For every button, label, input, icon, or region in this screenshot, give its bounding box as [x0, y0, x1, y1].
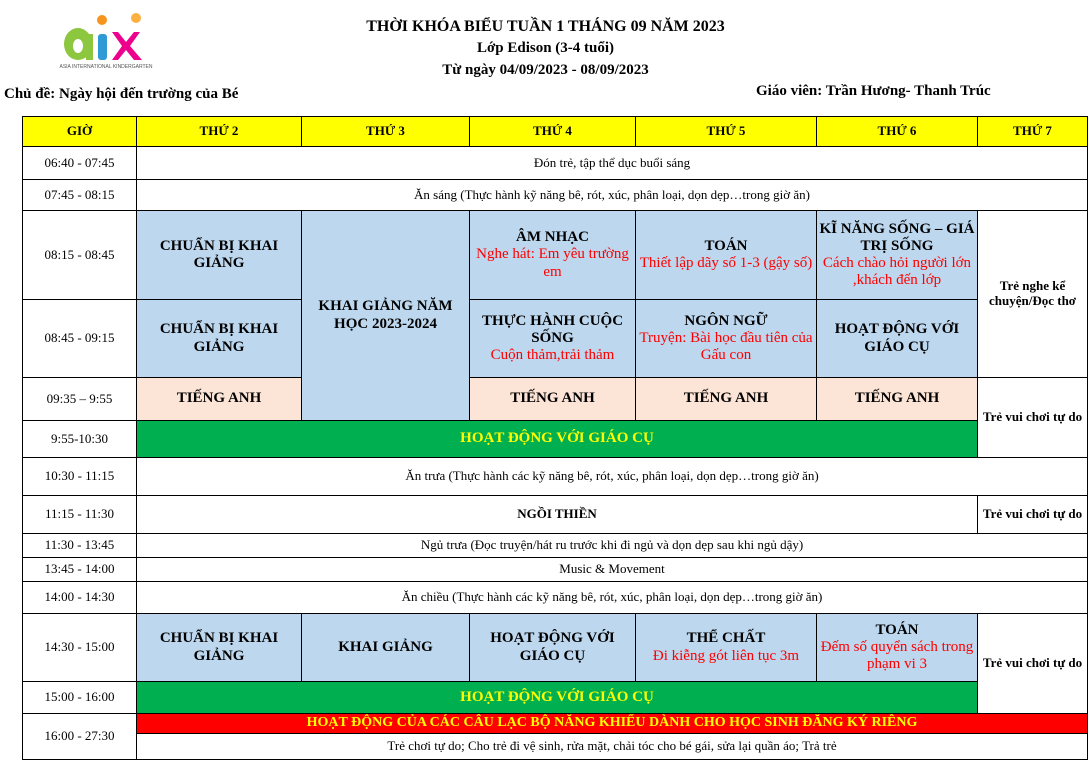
saturday-cell: Trẻ vui chơi tự do — [978, 496, 1088, 534]
subject-title: TOÁN — [704, 237, 748, 254]
logo-text: ASIA INTERNATIONAL KINDERGARTEN — [59, 64, 153, 70]
col-header-tue: THỨ 3 — [302, 117, 470, 147]
time-cell: 14:30 - 15:00 — [23, 614, 137, 682]
date-range: Từ ngày 04/09/2023 - 08/09/2023 — [442, 62, 649, 78]
activity-cell: HOẠT ĐỘNG VỚI GIÁO CỤ — [470, 614, 636, 682]
table-row — [23, 458, 1088, 496]
time-cell: 08:45 - 09:15 — [23, 300, 137, 378]
table-row — [23, 734, 1088, 760]
col-header-wed: THỨ 4 — [470, 117, 636, 147]
activity-cell: Ăn sáng (Thực hành kỹ năng bê, rót, xúc, phân loại, dọn dẹp…trong giờ ăn) — [137, 180, 1088, 211]
saturday-cell: Trẻ vui chơi tự do — [978, 378, 1088, 458]
subject-cell — [817, 211, 978, 300]
activity-cell: Ăn trưa (Thực hành các kỹ năng bê, rót, xúc, phân loại, dọn dẹp…trong giờ ăn) — [137, 458, 1088, 496]
theme-label: Chủ đề: Ngày hội đến trường của Bé — [4, 86, 239, 102]
header-row — [23, 117, 1088, 147]
col-header-thu: THỨ 5 — [636, 117, 817, 147]
subject-cell — [817, 614, 978, 682]
table-row — [23, 582, 1088, 614]
col-header-fri: THỨ 6 — [817, 117, 978, 147]
table-row — [23, 534, 1088, 558]
subject-title: THỰC HÀNH CUỘC SỐNG — [481, 312, 624, 346]
subject-title: THỂ CHẤT — [686, 630, 766, 647]
table-row — [23, 180, 1088, 211]
activity-cell: Music & Movement — [137, 558, 1088, 582]
subject-title: ÂM NHẠC — [516, 229, 589, 246]
opening-ceremony-cell: KHAI GIẢNG NĂM HỌC 2023-2024 — [302, 211, 470, 421]
subject-detail: Thiết lập dãy số 1-3 (gậy số) — [639, 255, 813, 271]
activity-cell: CHUẨN BỊ KHAI GIẢNG — [137, 211, 302, 300]
activity-cell: Đón trẻ, tập thể dục buổi sáng — [137, 147, 1088, 180]
table-row — [23, 614, 1088, 682]
saturday-cell: Trẻ vui chơi tự do — [978, 614, 1088, 714]
subject-title: KĨ NĂNG SỐNG – GIÁ TRỊ SỐNG — [819, 220, 975, 254]
col-header-mon: THỨ 2 — [137, 117, 302, 147]
table-row — [23, 714, 1088, 734]
table-row — [23, 147, 1088, 180]
club-banner: HOẠT ĐỘNG CỦA CÁC CÂU LẠC BỘ NĂNG KHIẾU DÀNH CHO HỌC SINH ĐĂNG KÝ RIÊNG — [137, 714, 1088, 734]
activity-cell: CHUẨN BỊ KHAI GIẢNG — [137, 300, 302, 378]
english-cell: TIẾNG ANH — [137, 378, 302, 421]
subject-detail: Đếm số quyển sách trong phạm vi 3 — [820, 638, 974, 673]
subject-detail: Cuộn thảm,trải thảm — [490, 347, 615, 364]
time-cell: 15:00 - 16:00 — [23, 682, 137, 714]
subject-detail: Nghe hát: Em yêu trường em — [476, 246, 629, 280]
activity-banner: HOẠT ĐỘNG VỚI GIÁO CỤ — [137, 682, 978, 714]
col-header-sat: THỨ 7 — [978, 117, 1088, 147]
time-cell: 13:45 - 14:00 — [23, 558, 137, 582]
time-cell: 08:15 - 08:45 — [23, 211, 137, 300]
subject-cell — [470, 211, 636, 300]
table-row — [23, 378, 1088, 421]
activity-cell: HOẠT ĐỘNG VỚI GIÁO CỤ — [817, 300, 978, 378]
table-row — [23, 496, 1088, 534]
english-cell: TIẾNG ANH — [817, 378, 978, 421]
activity-cell: NGỒI THIỀN — [137, 496, 978, 534]
table-row — [23, 682, 1088, 714]
teacher-label: Giáo viên: Trần Hương- Thanh Trúc — [756, 83, 991, 99]
col-header-time: GIỜ — [23, 117, 137, 147]
time-cell: 07:45 - 08:15 — [23, 180, 137, 211]
time-cell: 11:30 - 13:45 — [23, 534, 137, 558]
activity-cell: CHUẨN BỊ KHAI GIẢNG — [137, 614, 302, 682]
saturday-cell: Trẻ nghe kể chuyện/Đọc thơ — [978, 211, 1088, 378]
table-row — [23, 558, 1088, 582]
subject-cell — [636, 614, 817, 682]
activity-cell: Trẻ chơi tự do; Cho trẻ đi vệ sinh, rửa mặt, chải tóc cho bé gái, sửa lại quần áo; Trả trẻ — [137, 734, 1088, 760]
time-cell: 09:35 – 9:55 — [23, 378, 137, 421]
subject-detail: Đi kiễng gót liên tục 3m — [652, 647, 800, 664]
activity-banner: HOẠT ĐỘNG VỚI GIÁO CỤ — [137, 421, 978, 458]
subject-detail: Truyện: Bài học đầu tiên của Gấu con — [639, 329, 813, 364]
table-row — [23, 300, 1088, 378]
subject-title: NGÔN NGỮ — [684, 312, 768, 329]
english-cell: TIẾNG ANH — [470, 378, 636, 421]
english-cell: TIẾNG ANH — [636, 378, 817, 421]
table-row — [23, 421, 1088, 458]
schedule-title: THỜI KHÓA BIỂU TUẦN 1 THÁNG 09 NĂM 2023 — [366, 18, 725, 35]
class-name: Lớp Edison (3-4 tuổi) — [476, 40, 615, 56]
subject-title: TOÁN — [875, 621, 919, 638]
subject-detail: Cách chào hỏi người lớn ,khách đến lớp — [822, 255, 972, 289]
time-cell: 9:55-10:30 — [23, 421, 137, 458]
activity-cell: Ngủ trưa (Đọc truyện/hát ru trước khi đi ngủ và dọn dẹp sau khi ngủ dậy) — [137, 534, 1088, 558]
subject-cell — [470, 300, 636, 378]
timetable — [22, 116, 1088, 760]
subject-cell — [636, 211, 817, 300]
time-cell: 10:30 - 11:15 — [23, 458, 137, 496]
time-cell: 16:00 - 27:30 — [23, 714, 137, 760]
time-cell: 06:40 - 07:45 — [23, 147, 137, 180]
table-row — [23, 211, 1088, 300]
subject-cell — [636, 300, 817, 378]
activity-cell: Ăn chiều (Thực hành các kỹ năng bê, rót, xúc, phân loại, dọn dẹp…trong giờ ăn) — [137, 582, 1088, 614]
time-cell: 14:00 - 14:30 — [23, 582, 137, 614]
activity-cell: KHAI GIẢNG — [302, 614, 470, 682]
time-cell: 11:15 - 11:30 — [23, 496, 137, 534]
